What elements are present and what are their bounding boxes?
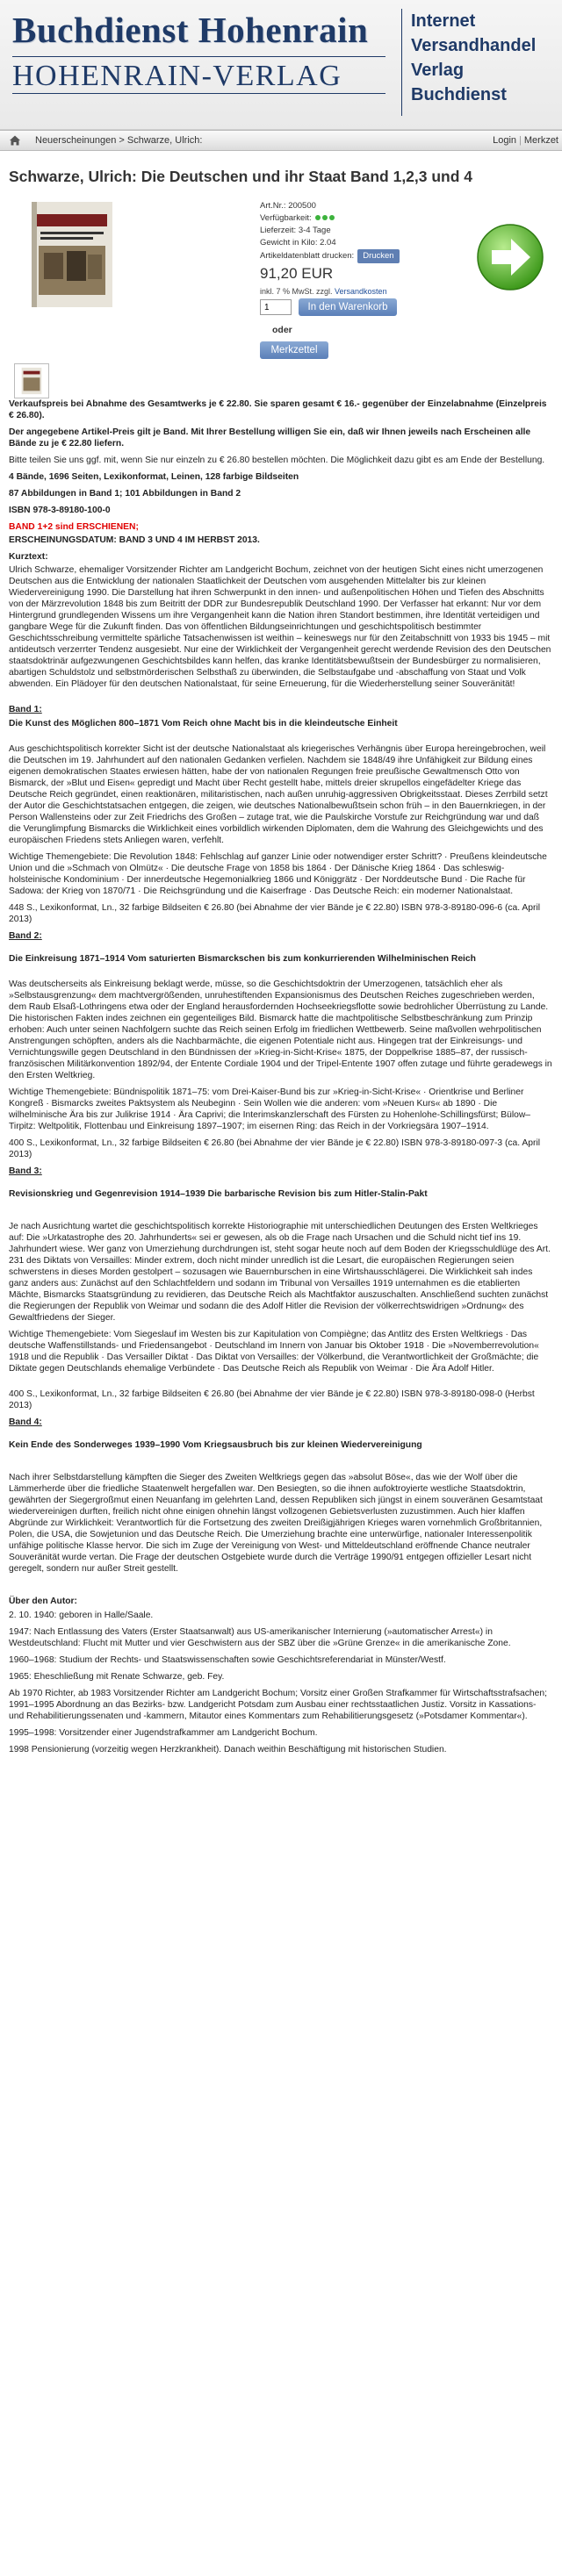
article-number: Art.Nr.: 200500 (260, 201, 316, 211)
nav-right: Login | Merkzet (493, 135, 558, 146)
wishlist-button[interactable]: Merkzettel (260, 341, 328, 359)
author-bio-line: 1995–1998: Vorsitzender einer Jugendstrafkammer am Landgericht Bochum. (9, 1728, 318, 1738)
main-content (0, 167, 562, 1755)
band-title: Die Kunst des Möglichen 800–1871 Vom Reich ohne Macht bis in die kleindeutsche Einheit (9, 719, 398, 728)
offer-note: Verkaufspreis bei Abnahme des Gesamtwerks je € 22.80. Sie sparen gesamt € 16.- gegenüber der Einzelabnahme (Einzelpreis € 26.80). (9, 399, 547, 420)
logo-title: Buchdienst Hohenrain (12, 10, 369, 50)
product-meta (260, 200, 400, 263)
band-title: Revisionskrieg und Gegenrevision 1914–1939 Die barbarische Revision bis zum Hitler-Stalin-Pakt (9, 1189, 428, 1199)
weight: Gewicht in Kilo: 2.04 (260, 238, 336, 248)
author-bio-line: 1965: Eheschließung mit Renate Schwarze, geb. Fey. (9, 1672, 225, 1682)
order-note: Bitte teilen Sie uns ggf. mit, wenn Sie nur einzeln zu € 26.80 bestellen möchten. Die Möglichkeit dazu gibt es am Ende der Bestellung. (9, 456, 545, 465)
band-info: 400 S., Lexikonformat, Ln., 32 farbige Bildseiten € 26.80 (bei Abnahme der vier Bände je € 22.80) ISBN 978-3-89180-098-0 (Herbst 2013) (9, 1389, 535, 1410)
price-note: Der angegebene Artikel-Preis gilt je Band. Mit Ihrer Bestellung willigen Sie ein, daß wir Ihnen jeweils nach Erscheinen alle Bände zu je € 22.80 liefern. (9, 427, 531, 448)
format-info: 4 Bände, 1696 Seiten, Lexikonformat, Leinen, 128 farbige Bildseiten (9, 472, 299, 482)
band-description: Was deutscherseits als Einkreisung beklagt werde, müsse, so die Geschichtsdoktrin der Umerzogenen, tatsächlich eher als »Selbstausgrenzung« dem machtvergrößenden, unruhestiftenden Expansionismus des Deutschen Reiches zugeschrieben werden, dem Raub Elsaß-Lothringens etwa oder der England herausfordernden Hochseekriegsflotte sowie bedrohlicher Überrüstung zu Lande. Die historischen Fakten indes zeichnen ein gegenteiliges Bild. Bismarck hatte die machtpolitische Selbstbeschränkung zum Prinzip erhoben: Auch unter seinen Nachfolgern suchte das Reich seinen Erfolg im friedlichen Wettbewerb. Seine maßvollen wehrpolitischen Anstrengungen schöpften, anders als die Nachbarmächte, die eigenen Potentiale nicht aus. Hingegen trat der Einkreisungs- und Vernichtungswille gegen Deutschland in den Bündnissen der »Krieg-in-Sicht-Krise« 1875, der Doppelkrise 1885–87, der russisch-französischen Militärkonvention 1892/94, der Entente Cordiale 1904 und der Tripel-Entente 1907 offen zutage und führte geradewegs in den Ersten Weltkrieg. (9, 979, 552, 1080)
book-cover-image[interactable] (32, 202, 112, 307)
band-description: Nach ihrer Selbstdarstellung kämpften die Sieger des Zweiten Weltkriegs gegen das »absolut Böse«, das wie der Wolf über die Lämmerherde über die friedliche Staatenwelt hergefallen war. Den Besiegten, so die ihnen aufoktroyierte westliche Staatsdoktrin, gewährten der Siegergroßmut einen Neuanfang im gelehrten Land, dessen Republiken sich jüngst in einem souveränen Gesamtstaat wiedervereinigen durften, freilich nicht ohne einigen ohnehin längst vollzogenen Gebietsverlusten zuzustimmen. Auch hier klaffen Abgründe zur Wirklichkeit: Verantwortlich für die Fortsetzung des zweiten Dreißigjährigen Krieges waren vornehmlich Großbritannien, Polen, die USA, die Sowjetunion und das Deutsche Reich. Die Umerziehung brachte eine unterwürfige, nationaler Interessenpolitik unfähige politische Klasse hervor. Die sich im Zuge der Vereinigung von West- und Mitteldeutschland eröffnende Chance neutraler Souveränität wurde vertan. Die Frage der deutschen Ostgebiete wurde durch die Verträge 1990/91 entgegen offizieller Lesart nicht geregelt, sondern nur außer Streit gestellt. (9, 1473, 543, 1574)
book-thumbnail[interactable] (14, 363, 49, 398)
tagline-line: Versandhandel (411, 36, 537, 55)
illustrations-info: 87 Abbildungen in Band 1; 101 Abbildungen in Band 2 (9, 489, 241, 499)
datasheet-row (260, 249, 400, 263)
author-bio-line: Ab 1970 Richter, ab 1983 Vorsitzender Richter am Landgericht Bochum; Vorsitz einer Großen Strafkammer für Wirtschaftsstrafsachen; 1991–1995 Abordnung an das Bezirks- bzw. Landgericht Potsdam zum Ausbau einer rechtsstaatlichen Justiz. Vorsitz in Kassations- und Rehabilitierungssenaten und -kammern, Mitautor eines Kommentars zum Rehabilitierungsgesetz (»Potsdamer Kommentar«). (9, 1689, 547, 1721)
home-icon[interactable] (9, 134, 21, 147)
availability-label: Verfügbarkeit: (260, 213, 312, 223)
kurztext: Ulrich Schwarze, ehemaliger Vorsitzender Richter am Landgericht Bochum, zeichnet von der heutigen Sicht eines nicht umerzogenen Deutschen aus die Entwicklung der nationalen Staatlichkeit der Deutschen vom ausgehenden Mittelalter bis zur kleinen Wiedervereinigung 1990. Die Darstellung hat ihren Schwerpunkt in den innen- und außenpolitischen Höhen und Tiefen des Abschnitts von der Märzrevolution 1848 bis zum Beitritt der DDR zur Bundesrepublik Deutschland 1990. Der Verfasser hat erkannt: Nur vor dem Hintergrund grundlegenden Wissens um ihre Vergangenheit kann die Nation ihren Standort bestimmen, ihre Identität verteidigen und gangbare Wege für die Zukunft finden. Das von öffentlichen Bildungseinrichtungen und geschichtspolitisch bestimmter Geschichtsschreibung vermittelte spärliche Tatsachenwissen ist weithin – keineswegs nur für den Zeitabschnitt von 1933 bis 1945 – mit antideutsch verzerrter Tendenz ausgesiebt. Nur eine der Wirklichkeit der Vergangenheit gerecht werdende Revision des den Deutschen staatsdoktrinär aufgezwungenen Geschichtsbildes kann helfen, das kranke Identitätsbewußtsein der Bundesbürger zu normalisieren, abartigen Schuldstolz und selbstmörderischen Selbsthaß zu überwinden, die Selbstaufgabe und -abschaffung von Staat und Volk abwenden. Ein Plädoyer für den deutschen Nationalstaat, für seine Erneuerung, für die Wiederherstellung seiner Souveränität! (9, 565, 551, 689)
logo-rule-bottom (12, 93, 385, 94)
logo-subtitle: HOHENRAIN-VERLAG (12, 60, 342, 92)
page-title: Schwarze, Ulrich: Die Deutschen und ihr Staat Band 1,2,3 und 4 (9, 168, 473, 185)
kurztext-label: Kurztext: (9, 552, 48, 562)
tax-note (260, 287, 387, 296)
or-label: oder (272, 325, 292, 335)
band-label: Band 4: (9, 1417, 42, 1427)
band-description: Aus geschichtspolitisch korrekter Sicht ist der deutsche Nationalstaat als kriegerisches Verhängnis über Europa hereingebrochen, weil die Deutschen im 19. Jahrhundert auf den nationalen Gedanken verfielen. Nachdem sie 1848/49 ihre Unfähigkeit zur Bildung eines eigenen demokratischen Staates erwiesen hätten, habe der von nationalen Regungen freie preußische Gewaltmensch Otto von Bismarck, der »Blut und Eisen« gepredigt und Macht über Recht gestellt habe, mittels dreier skrupellos eingefädelter Kriege das Deutsche Reich gegründet, einen reaktionären, militaristischen, nach außen unruhig-aggressiven Obrigkeitsstaat. Dieses Zerrbild setzt der Autor die Geschichtstatsachen entgegen, die zeigen, wie deutsches Nationalbewußtsein schon früh – in den Bauernkriegen, in der Person Wallensteins oder zur Zeit Friedrichs des Großen – zutage trat, wie die Paulskirche Vorstufe zur Reichgründung war und daß die Verunglimpfung Bismarcks die Wirklichkeit eines vorbildlich wirkenden Diplomaten, dem die Wahrung des Gleichgewichts und des europäischen Friedens stets Anliegen waren, verfehlt. (9, 744, 548, 845)
author-bio-line: 1998 Pensionierung (vorzeitig wegen Herzkrankheit). Danach weithin Beschäftigung mit historischen Studien. (9, 1745, 447, 1754)
band-label: Band 3: (9, 1166, 42, 1176)
availability (260, 212, 400, 225)
band-themes: Wichtige Themengebiete: Bündnispolitik 1871–75: vom Drei-Kaiser-Bund bis zur »Krieg-in-Sicht-Krise« · Orientkrise und Berliner Kongreß · Bismarcks zweites Paktsystem als Neubeginn · Sein Wollen wie die anderen: vom »Neuen Kurs« ab 1890 · Die wilhelminische Ära bis zur Julikrise 1914 · Ära Caprivi; die Interimskanzlerschaft des Fürsten zu Hohenlohe-Schillingsfürst; Bülow–Tirpitz: Weltpolitik, Flottenbau und Einkreisung 1897–1907; im eisernen Ring: das Reich in der Vorkriegsära 1907–1914. (9, 1087, 531, 1131)
datasheet-label: Artikeldatenblatt drucken: (260, 251, 355, 261)
tagline-line: Internet (411, 11, 476, 31)
logo[interactable] (12, 7, 397, 95)
delivery-time: Lieferzeit: 3-4 Tage (260, 226, 331, 235)
add-to-cart-button[interactable]: In den Warenkorb (299, 298, 397, 316)
wishlist-link[interactable]: Merkzet (523, 135, 558, 146)
author-label: Über den Autor: (9, 1597, 77, 1606)
available-indicator-icon (322, 215, 328, 220)
print-button[interactable]: Drucken (357, 249, 399, 263)
author-bio-line: 1960–1968: Studium der Rechts- und Staatswissenschaften sowie Geschichtsreferendariat in Münster/Westf. (9, 1655, 446, 1665)
release-notice: BAND 1+2 sind ERSCHIENEN; (9, 522, 139, 532)
tax-text: inkl. 7 % MwSt. zzgl. (260, 287, 335, 296)
band-info: 448 S., Lexikonformat, Ln., 32 farbige Bildseiten € 26.80 (bei Abnahme der vier Bände je € 22.80) ISBN 978-3-89180-096-6 (ca. April 2013) (9, 903, 541, 924)
shipping-link[interactable]: Versandkosten (335, 287, 387, 296)
logo-rule-top (12, 56, 385, 57)
arrow-right-icon[interactable] (476, 223, 544, 291)
tagline-line: Verlag (411, 61, 465, 80)
band-title: Kein Ende des Sonderweges 1939–1990 Vom Kriegsausbruch bis zur kleinen Wiedervereinigung (9, 1440, 422, 1450)
available-indicator-icon (315, 215, 321, 220)
band-label: Band 1: (9, 705, 42, 714)
band-label: Band 2: (9, 931, 42, 941)
product-box (9, 197, 553, 390)
author-bio-line: 1947: Nach Entlassung des Vaters (Erster Staatsanwalt) aus US-amerikanischer Internierung (»automatischer Arrest«) in Westdeutschland: Flucht mit Mutter und vier Geschwistern aus der SBZ über die »Grüne Grenze« in die amerikanische Zone. (9, 1627, 511, 1648)
logo-tagline (411, 9, 536, 107)
tagline-line: Buchdienst (411, 85, 507, 104)
logo-divider (401, 9, 402, 116)
author-bio-line: 2. 10. 1940: geboren in Halle/Saale. (9, 1611, 154, 1620)
breadcrumb[interactable]: Neuerscheinungen > Schwarze, Ulrich: (35, 135, 203, 146)
price: 91,20 EUR (260, 265, 334, 282)
quantity-input[interactable] (260, 299, 292, 315)
band-description: Je nach Ausrichtung wartet die geschichtspolitisch korrekte Historiographie mit unterschiedlichen Deutungen des Ersten Weltkrieges auf: Die »Urkatastrophe des 20. Jahrhunderts« sei er gewesen, als ob die Frage nach Ursachen und die Schuld nicht tief ins 19. Jahrhundert wiese. Wer ganz von Umerziehung durchdrungen ist, steht sogar heute noch auf dem Boden der Kriegsschuldlüge des Art. 231 des Diktats von Versailles: Minder extrem, doch nicht minder unredlich ist die Lesart, die europäischen Regierungen seien schwerstens in dieses Morden gestolpert – sozusagen wie Bauernburschen in eine Wirtshausschlägerei. Die Wirklichkeit sah indes ganz anders aus: Zunächst auf den Schlachtfeldern und sodann im Tribunal von Versailles 1919 unternahmen es die etablierten Mächte, Bismarcks Staatsgründung zu revidieren, das Deutsche Reich als Machtfaktor auszuschalten. Anschließend suchten zunächst die Regierungen der Republik von Weimar und sodann die des Adolf Hitler die Revision der völkerrechtswidrigen »Ordnung« des Gewaltfriedens der Sieger. (9, 1222, 551, 1323)
band-themes: Wichtige Themengebiete: Vom Siegeslauf im Westen bis zur Kapitulation von Compiègne; das Antlitz des Ersten Weltkriegs · Das deutsche Waffenstillstands- und Friedensangebot · Deutschland im Innern von Januar bis Oktober 1918 · Die »Novemberrevolution« 1918 und die Republik · Das Versailler Diktat · Das Diktat von Versailles: der Völkerbund, die Verantwortlichkeit der Großmächte; die Diktate gegen Deutschlands ehemalige Verbündete · Das Deutsche Reich als Republik von Weimar · Die Ära Adolf Hitler. (9, 1330, 539, 1374)
nav-bar (0, 130, 562, 151)
isbn: ISBN 978-3-89180-100-0 (9, 506, 111, 515)
band-title: Die Einkreisung 1871–1914 Vom saturierten Bismarckschen bis zum konkurrierenden Wilhelminischen Reich (9, 954, 476, 964)
login-link[interactable]: Login (493, 135, 517, 146)
release-date: ERSCHEINUNGSDATUM: BAND 3 UND 4 IM HERBST 2013. (9, 535, 260, 545)
available-indicator-icon (329, 215, 335, 220)
band-info: 400 S., Lexikonformat, Ln., 32 farbige Bildseiten € 26.80 (bei Abnahme der vier Bände je € 22.80) ISBN 978-3-89180-097-3 (ca. April 2013) (9, 1138, 541, 1159)
band-themes: Wichtige Themengebiete: Die Revolution 1848: Fehlschlag auf ganzer Linie oder notwendiger erster Schritt? · Preußens kleindeutsche Union und die »Schmach von Olmütz« · Die deutsche Frage von 1858 bis 1864 · Der Dänische Krieg 1864 · Das schleswig-holsteinische Kondominium · Der innerdeutsche Hegemonialkrieg 1866 und Königgrätz · Der Norddeutsche Bund · Die Rache für Sadowa: der Krieg von 1870/71 · Die Reichsgründung und die Kaiserfrage · Das Deutsche Reich: ein moderner Nationalstaat. (9, 852, 547, 896)
site-header (0, 0, 562, 130)
